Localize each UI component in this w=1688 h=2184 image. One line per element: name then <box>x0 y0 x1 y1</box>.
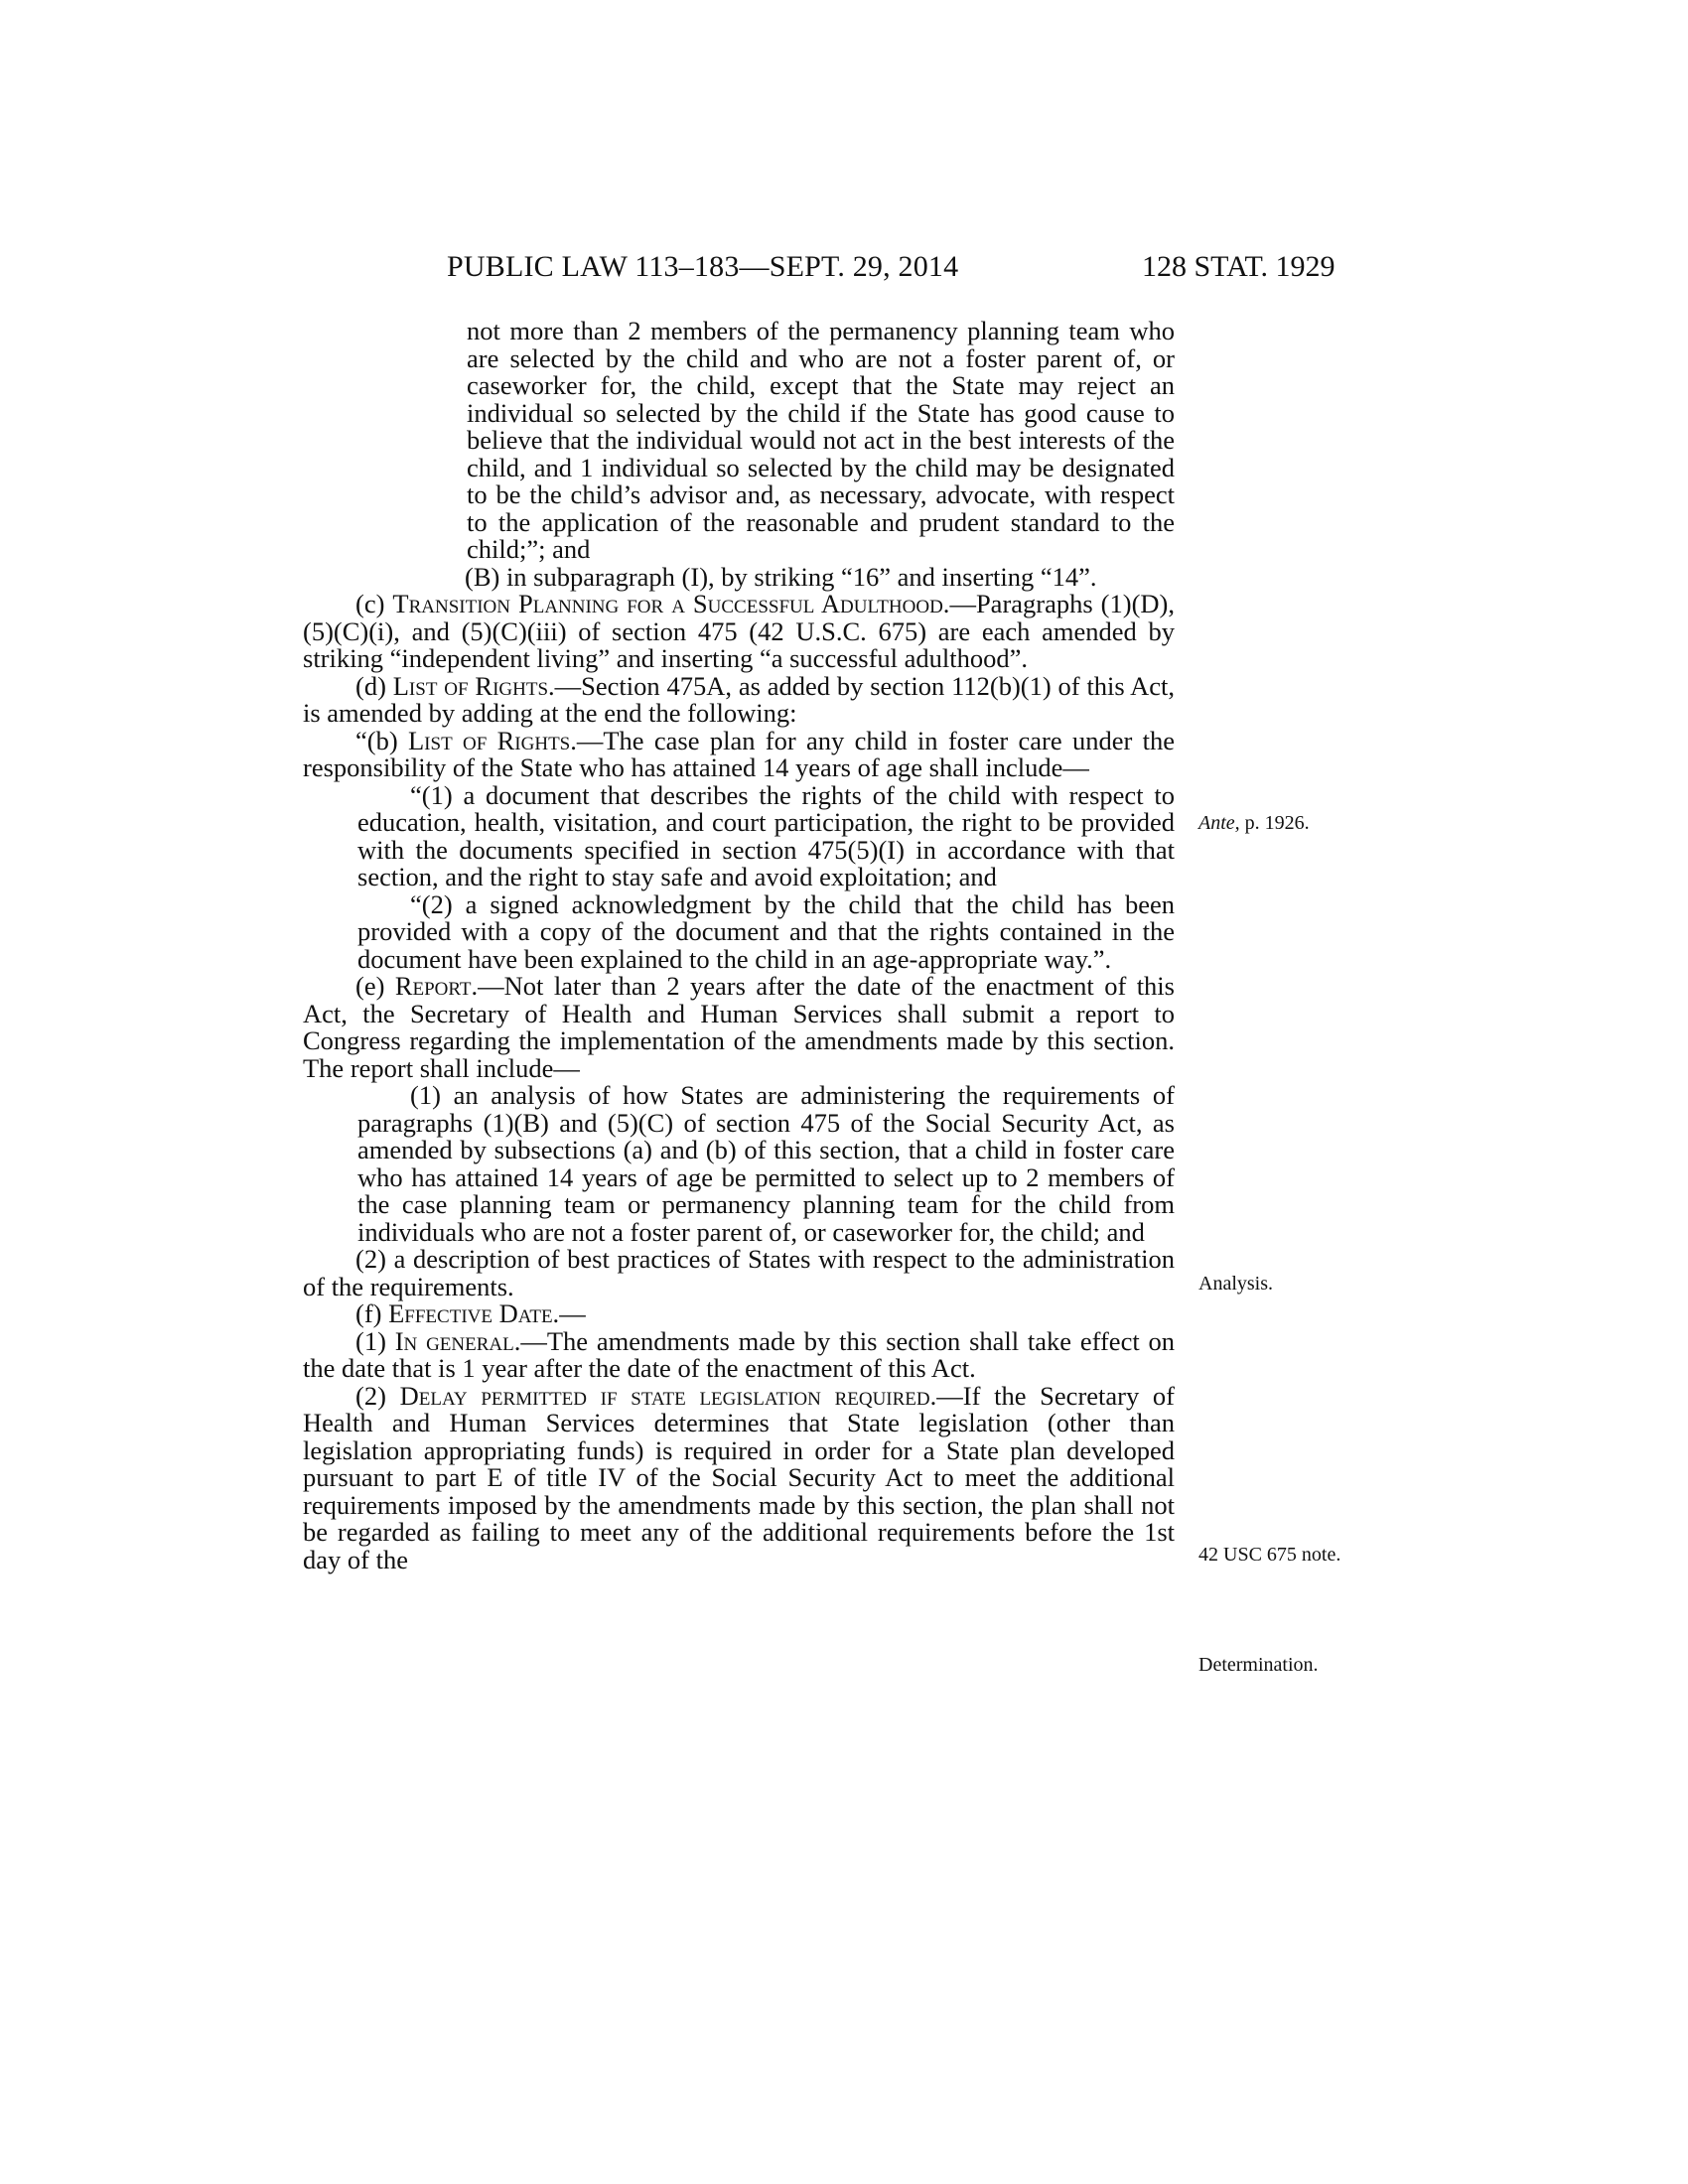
margin-note-determination: Determination. <box>1198 1654 1319 1676</box>
effective-date-paragraph-2-heading: Delay permitted if state legislation required. <box>399 1380 937 1411</box>
subsection-f: (f) Effective Date.— <box>355 1298 586 1328</box>
subsection-c-heading: Transition Planning for a Successful Adulthood. <box>392 589 950 618</box>
subsection-d: (d) List of Rights.—Section 475A, as added by section 112(b)(1) of this Act, is amended by adding at the end the following: <box>303 670 1176 728</box>
paragraph-continued: not more than 2 members of the permanency planning team who are selected by the child and who are not a foster parent of, or caseworker for, the child, except that the State may reject an individual so selected by the child if the State has good cause to believe that the individual would not act in the best interests of the child, and 1 individual so selected by the child may be designated to be the child’s advisor and, as necessary, advocate, with respect to the application of the reasonable and prudent standard to the child;”; and <box>467 316 1175 564</box>
effective-date-paragraph-2: (2) Delay permitted if state legislation required.—If the Secretary of Health and Human Services determines that State legislation (other than legislation appropriating funds) is required in order for a State plan developed pursuant to part E of title IV of the Social Security Act to meet the additional requirements imposed by the amendments made by this section, the plan shall not be regarded as failing to meet any of the additional requirements before the 1st day of the <box>303 1380 1176 1574</box>
inserted-paragraph-1: “(1) a document that describes the rights of the child with respect to education, health, visitation, and court participation, the right to be provided with the documents specified in section 475(5)(I) in accordance with that section, and the right to stay safe and avoid exploitation; and <box>357 779 1175 891</box>
subsection-d-heading: List of Rights. <box>392 670 555 701</box>
main-text <box>303 318 1175 1573</box>
subsection-f-heading: Effective Date. <box>388 1298 560 1328</box>
subsection-e: (e) Report.—Not later than 2 years after the date of the enactment of this Act, the Secretary of Health and Human Services shall submit a report to Congress regarding the implementation of the amendments made by this section. The report shall include— <box>303 971 1175 1083</box>
running-header-title: PUBLIC LAW 113–183—SEPT. 29, 2014 <box>447 250 959 283</box>
effective-date-paragraph-1: (1) In general.—The amendments made by this section shall take effect on the date that is 1 year after the date of the enactment of this Act. <box>303 1325 1175 1383</box>
report-paragraph-1: (1) an analysis of how States are administering the requirements of paragraphs (1)(B) and (5)(C) of section 475 of the Social Security Act, as amended by subsections (a) and (b) of this section, that a child in foster care who has attained 14 years of age be permitted to select up to 2 members of the case planning team or permanency planning team for the child from individuals who are not a foster parent of, or caseworker for, the child; and <box>357 1080 1175 1247</box>
margin-note-usc: 42 USC 675 note. <box>1198 1544 1341 1566</box>
page-number: 128 STAT. 1929 <box>1142 250 1336 283</box>
margin-note-ante: Ante, p. 1926. <box>1198 812 1310 834</box>
margin-note-analysis: Analysis. <box>1198 1273 1273 1295</box>
inserted-paragraph-2: “(2) a signed acknowledgment by the child that the child has been provided with a copy of the document and that the rights contained in the document have been explained to the child in an age-appropriate way.”. <box>357 888 1175 974</box>
subsection-e-heading: Report. <box>394 971 479 1001</box>
effective-date-paragraph-1-heading: In general. <box>394 1325 521 1356</box>
inserted-subsection-b-heading: List of Rights. <box>408 725 577 755</box>
inserted-subsection-b: “(b) List of Rights.—The case plan for any child in foster care under the responsibility of the State who has attained 14 years of age shall include— <box>303 725 1175 782</box>
report-paragraph-2: (2) a description of best practices of States with respect to the administration of the requirements. <box>303 1244 1175 1301</box>
paragraph-b-subparagraph: (B) in subparagraph (I), by striking “16” and inserting “14”. <box>465 561 1097 592</box>
subsection-c: (c) Transition Planning for a Successful Adulthood.—Paragraphs (1)(D), (5)(C)(i), and (5)(C)(iii) of section 475 (42 U.S.C. 675) are each amended by striking “independent living” and inserting “a successful adulthood”. <box>303 589 1175 673</box>
